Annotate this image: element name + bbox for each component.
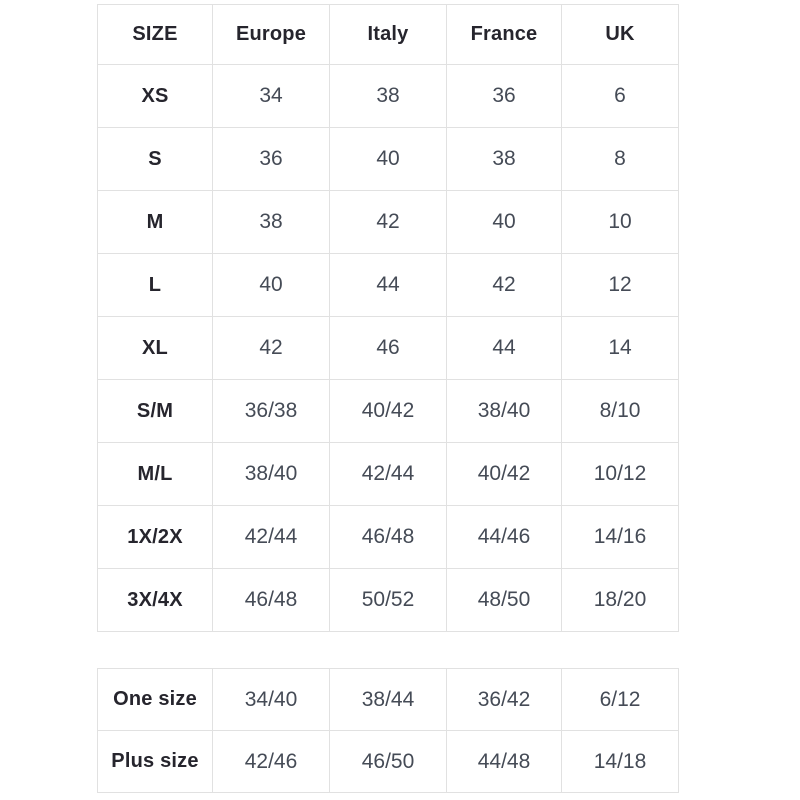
size-value: 36 — [447, 65, 562, 128]
size-value: 50/52 — [330, 569, 447, 632]
size-value: 42/44 — [330, 443, 447, 506]
size-value: 46/50 — [330, 731, 447, 793]
table-row — [98, 254, 679, 317]
size-value: 40 — [213, 254, 330, 317]
table-row — [98, 191, 679, 254]
size-value: 48/50 — [447, 569, 562, 632]
size-value: 44/46 — [447, 506, 562, 569]
size-value: 42 — [447, 254, 562, 317]
table-row — [98, 443, 679, 506]
size-value: 40 — [330, 128, 447, 191]
size-value: 38 — [213, 191, 330, 254]
size-value: 38 — [330, 65, 447, 128]
size-label: S/M — [98, 380, 213, 443]
size-value: 42 — [330, 191, 447, 254]
size-value: 8/10 — [562, 380, 679, 443]
size-value: 10 — [562, 191, 679, 254]
size-value: 36 — [213, 128, 330, 191]
column-header-size: SIZE — [98, 5, 213, 65]
column-header-france: France — [447, 5, 562, 65]
header-row — [98, 5, 679, 65]
size-value: 38 — [447, 128, 562, 191]
column-header-europe: Europe — [213, 5, 330, 65]
table-row — [98, 569, 679, 632]
size-label: Plus size — [98, 731, 213, 793]
size-value: 44 — [330, 254, 447, 317]
table-row — [98, 380, 679, 443]
size-value: 36/38 — [213, 380, 330, 443]
size-value: 10/12 — [562, 443, 679, 506]
table-row — [98, 128, 679, 191]
size-value: 6/12 — [562, 669, 679, 731]
size-value: 46/48 — [213, 569, 330, 632]
size-value: 14 — [562, 317, 679, 380]
size-value: 6 — [562, 65, 679, 128]
size-label: M/L — [98, 443, 213, 506]
size-label: 3X/4X — [98, 569, 213, 632]
size-label: XS — [98, 65, 213, 128]
size-value: 12 — [562, 254, 679, 317]
size-label: XL — [98, 317, 213, 380]
table-row — [98, 506, 679, 569]
size-label: L — [98, 254, 213, 317]
size-value: 44 — [447, 317, 562, 380]
size-value: 42/46 — [213, 731, 330, 793]
size-value: 42/44 — [213, 506, 330, 569]
column-header-italy: Italy — [330, 5, 447, 65]
table-row — [98, 731, 679, 793]
size-value: 8 — [562, 128, 679, 191]
size-value: 46 — [330, 317, 447, 380]
size-value: 38/40 — [447, 380, 562, 443]
table-row — [98, 669, 679, 731]
size-value: 40/42 — [447, 443, 562, 506]
size-value: 46/48 — [330, 506, 447, 569]
size-value: 14/18 — [562, 731, 679, 793]
size-value: 40/42 — [330, 380, 447, 443]
size-value: 14/16 — [562, 506, 679, 569]
size-value: 34 — [213, 65, 330, 128]
size-value: 44/48 — [447, 731, 562, 793]
table-row — [98, 65, 679, 128]
size-value: 38/44 — [330, 669, 447, 731]
size-value: 34/40 — [213, 669, 330, 731]
size-value: 18/20 — [562, 569, 679, 632]
size-value: 38/40 — [213, 443, 330, 506]
size-value: 42 — [213, 317, 330, 380]
size-label: M — [98, 191, 213, 254]
special-sizes-table — [97, 668, 679, 793]
size-label: One size — [98, 669, 213, 731]
size-value: 36/42 — [447, 669, 562, 731]
size-label: S — [98, 128, 213, 191]
size-label: 1X/2X — [98, 506, 213, 569]
table-row — [98, 317, 679, 380]
column-header-uk: UK — [562, 5, 679, 65]
size-value: 40 — [447, 191, 562, 254]
size-conversion-table — [97, 4, 679, 632]
